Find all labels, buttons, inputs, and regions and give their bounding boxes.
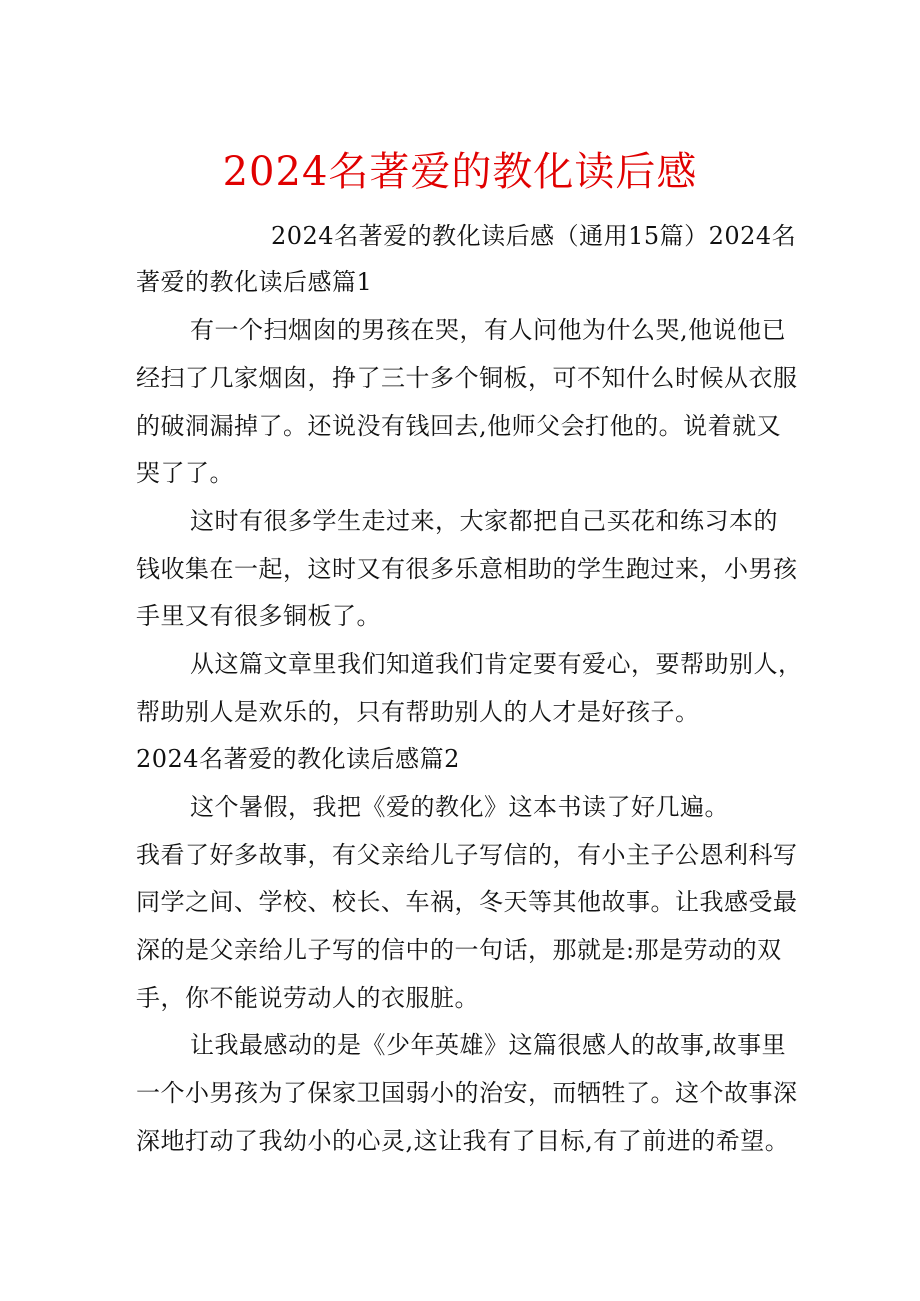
paragraph-line: 一个小男孩为了保家卫国弱小的治安，而牺牲了。这个故事深 — [136, 1079, 798, 1107]
section-1-heading: 著爱的教化读后感篇1 — [136, 268, 373, 296]
paragraph-line: 我看了好多故事，有父亲给儿子写信的，有小主子公恩利科写 — [136, 841, 798, 869]
paragraph-line: 帮助别人是欢乐的，只有帮助别人的人才是好孩子。 — [136, 698, 700, 726]
paragraph-line: 从这篇文章里我们知道我们肯定要有爱心，要帮助别人， — [190, 650, 803, 678]
paragraph-line: 手，你不能说劳动人的衣服脏。 — [136, 984, 479, 1012]
paragraph-line: 这时有很多学生走过来，大家都把自己买花和练习本的 — [190, 507, 778, 535]
paragraph-line: 深地打动了我幼小的心灵,这让我有了目标,有了前进的希望。 — [136, 1127, 790, 1155]
paragraph-line: 同学之间、学校、校长、车祸，冬天等其他故事。让我感受最 — [136, 888, 798, 916]
paragraph-line: 手里又有很多铜板了。 — [136, 602, 381, 630]
intro-line-1: 2024名著爱的教化读后感（通用15篇）2024名 — [271, 222, 797, 250]
paragraph-line: 深的是父亲给儿子写的信中的一句话，那就是:那是劳动的双 — [136, 936, 782, 964]
document-title: 2024名著爱的教化读后感 — [222, 149, 698, 195]
paragraph-line: 的破洞漏掉了。还说没有钱回去,他师父会打他的。说着就又 — [136, 412, 782, 440]
paragraph-line: 让我最感动的是《少年英雄》这篇很感人的故事,故事里 — [190, 1031, 787, 1059]
paragraph-line: 哭了了。 — [136, 459, 234, 487]
paragraph-line: 有一个扫烟囱的男孩在哭，有人问他为什么哭,他说他已 — [190, 316, 787, 344]
paragraph-line: 钱收集在一起，这时又有很多乐意相助的学生跑过来，小男孩 — [136, 555, 798, 583]
section-2-heading: 2024名著爱的教化读后感篇2 — [136, 745, 460, 773]
paragraph-line: 这个暑假，我把《爱的教化》这本书读了好几遍。 — [190, 793, 729, 821]
paragraph-line: 经扫了几家烟囱，挣了三十多个铜板，可不知什么时候从衣服 — [136, 364, 798, 392]
